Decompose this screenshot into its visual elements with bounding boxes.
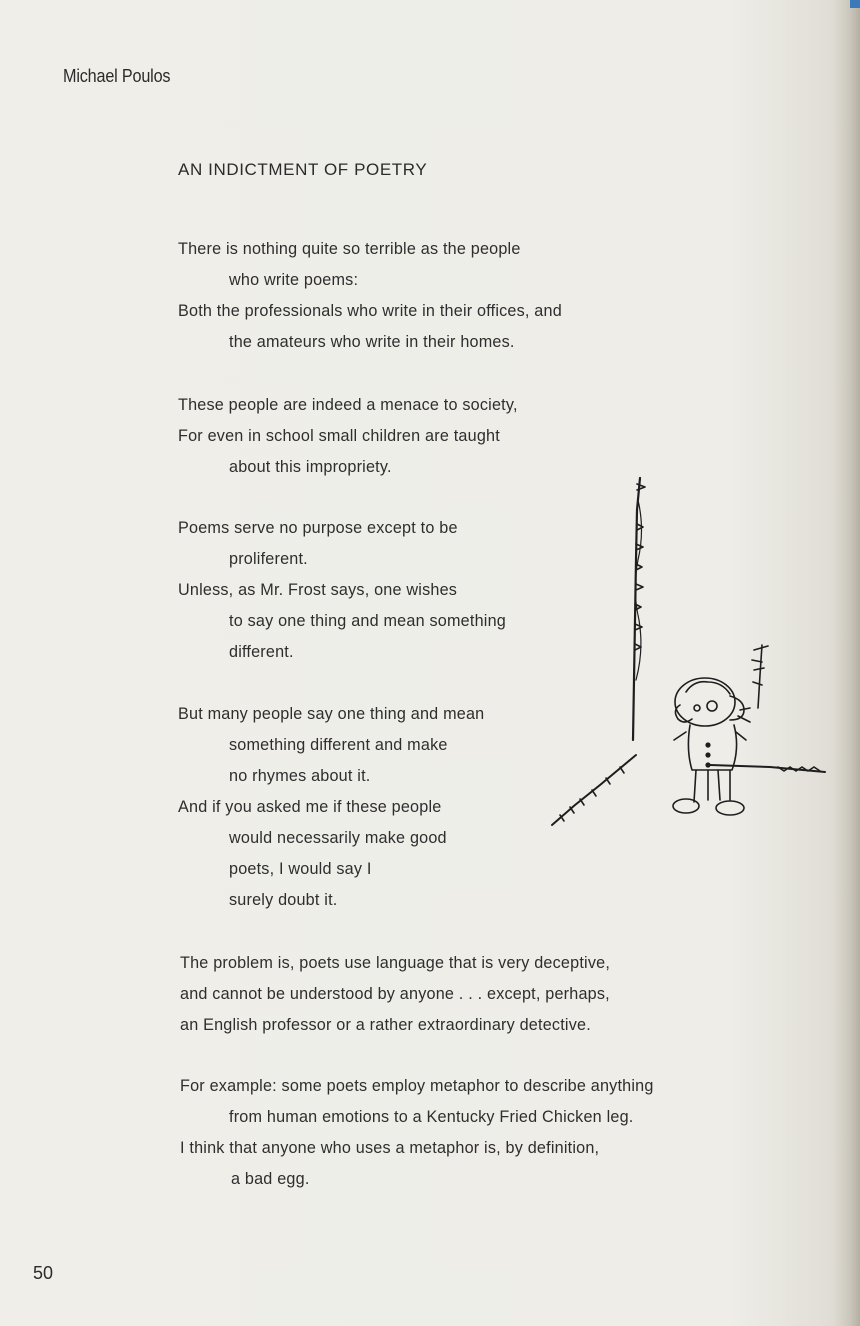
poem-line: the amateurs who write in their homes. [229, 333, 515, 351]
poem-title: AN INDICTMENT OF POETRY [178, 160, 428, 179]
poem-line: These people are indeed a menace to society, [178, 396, 518, 414]
poem-line: For even in school small children are taught [178, 427, 500, 445]
poem-line: an English professor or a rather extraordinary detective. [180, 1016, 591, 1034]
poem-line: would necessarily make good [229, 829, 447, 847]
poem-line: But many people say one thing and mean [178, 705, 485, 723]
poem-line: something different and make [229, 736, 448, 754]
author-name: Michael Poulos [63, 66, 171, 86]
poem-line: Both the professionals who write in their offices, and [178, 302, 562, 320]
poem-line: And if you asked me if these people [178, 798, 442, 816]
corner-tab-mark [850, 0, 860, 8]
poem-line: to say one thing and mean something [229, 612, 506, 630]
poem-line: a bad egg. [231, 1170, 310, 1188]
poem-line: and cannot be understood by anyone . . . except, perhaps, [180, 985, 610, 1003]
poem-line: Unless, as Mr. Frost says, one wishes [178, 581, 458, 599]
poem-line: no rhymes about it. [229, 767, 371, 785]
poem-line: The problem is, poets use language that is very deceptive, [180, 954, 611, 972]
ink-sketch-figure [540, 470, 840, 840]
poem-line: different. [229, 643, 294, 661]
poem-line: from human emotions to a Kentucky Fried Chicken leg. [229, 1108, 634, 1126]
poem-line: There is nothing quite so terrible as the people [178, 240, 521, 258]
poem-line: proliferent. [229, 550, 308, 568]
page-number: 50 [33, 1263, 54, 1283]
poem-line: surely doubt it. [229, 891, 338, 909]
poem-line: who write poems: [229, 271, 359, 289]
poem-line: For example: some poets employ metaphor to describe anything [180, 1077, 654, 1095]
poem-line: about this impropriety. [229, 458, 392, 476]
poem-line: I think that anyone who uses a metaphor is, by definition, [180, 1139, 600, 1157]
poem-line: Poems serve no purpose except to be [178, 519, 458, 537]
poem-line: poets, I would say I [229, 860, 372, 878]
